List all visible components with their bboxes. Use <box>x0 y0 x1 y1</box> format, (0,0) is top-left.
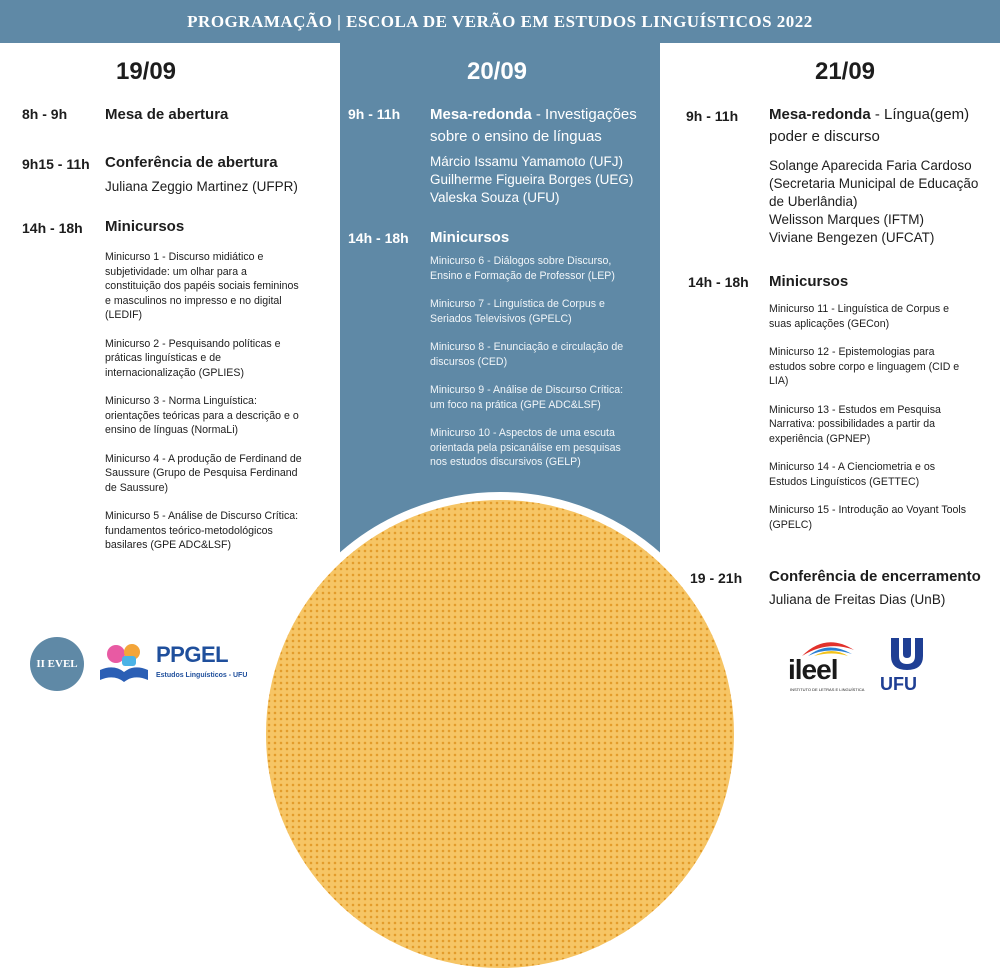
minicurso-item: Minicurso 12 - Epistemologias para estudos sobre corpo e linguagem (CID e LIA) <box>769 346 960 387</box>
ufu-emblem-icon <box>887 636 927 672</box>
day-2-slot-1-title <box>430 104 650 148</box>
day-1-slot-1-title: Mesa de abertura <box>105 106 229 123</box>
evel-logo-text: II EVEL <box>36 658 78 670</box>
minicurso-item: Minicurso 13 - Estudos em Pesquisa Narrativa: possibilidades a partir da experiência (GPNEP) <box>769 403 941 445</box>
day-3-slot-1-title-main: Mesa-redonda <box>769 106 871 123</box>
day-1-slot-3-title: Minicursos <box>105 218 185 235</box>
day-2-slot-2-title: Minicursos <box>430 229 510 246</box>
day-3-slot-1-title <box>769 104 989 148</box>
minicurso-item: Minicurso 1 - Discurso midiático e subjetividade: um olhar para a constituição dos papéis sociais femininos e masculinos no impresso e no digital (LEDIF) <box>105 251 299 321</box>
minicurso-item: Minicurso 3 - Norma Linguística: orientações teóricas para a descrição e o ensino de línguas (NormaLi) <box>105 395 299 436</box>
ufu-logo-text: UFU <box>880 674 917 694</box>
ppgel-logo-text: PPGEL <box>156 642 229 667</box>
day-2-minicursos-list <box>430 254 640 484</box>
minicurso-item: Minicurso 6 - Diálogos sobre Discurso, Ensino e Formação de Professor (LEP) <box>430 255 615 282</box>
speaker-name: Viviane Bengezen (UFCAT) <box>769 230 935 245</box>
page-title: PROGRAMAÇÃO | ESCOLA DE VERÃO EM ESTUDOS LINGUÍSTICOS 2022 <box>187 12 813 31</box>
speaker-name: Solange Aparecida Faria Cardoso (Secretaria Municipal de Educação de Uberlândia) <box>769 158 979 209</box>
day-2-slot-1-title-topic: - Investigações sobre o ensino de línguas <box>430 106 637 145</box>
day-3-slot-2-title: Minicursos <box>769 273 849 290</box>
minicurso-item: Minicurso 11 - Linguística de Corpus e suas aplicações (GECon) <box>769 303 949 330</box>
evel-logo <box>30 637 84 691</box>
page-header <box>0 0 1000 43</box>
minicurso-item: Minicurso 4 - A produção de Ferdinand de Saussure (Grupo de Pesquisa Ferdinand de Saussure) <box>105 452 302 494</box>
day-1-slot-1-time: 8h - 9h <box>22 106 68 122</box>
speaker-name: Márcio Issamu Yamamoto (UFJ) <box>430 154 624 169</box>
ppgel-logo <box>96 640 246 692</box>
day-3-slot-2-time: 14h - 18h <box>688 274 749 290</box>
day-1-slot-2-title: Conferência de abertura <box>105 154 278 171</box>
day-3-minicursos-list <box>769 302 969 546</box>
day-2-date: 20/09 <box>466 58 528 85</box>
day-3-slot-1-time: 9h - 11h <box>686 108 739 124</box>
day-2-slot-1-title-main: Mesa-redonda <box>430 106 532 123</box>
ileel-logo-subtitle: INSTITUTO DE LETRAS E LINGUÍSTICA <box>790 687 865 692</box>
day-2-slot-2-time: 14h - 18h <box>348 230 409 246</box>
speaker-name: Welisson Marques (IFTM) <box>769 212 925 227</box>
minicurso-item: Minicurso 9 - Análise de Discurso Crítica: um foco na prática (GPE ADC&LSF) <box>430 384 624 411</box>
dotted-half-circle-decoration <box>258 492 742 976</box>
ileel-logo <box>786 636 866 694</box>
day-2-slot-1-time: 9h - 11h <box>348 106 401 122</box>
speaker-name: Valeska Souza (UFU) <box>430 190 560 205</box>
day-3-slot-1-title-topic: - Língua(gem) poder e discurso <box>769 106 970 145</box>
day-2-slot-1-speakers <box>430 153 650 207</box>
day-3-slot-3-title: Conferência de encerramento <box>769 568 981 585</box>
minicurso-item: Minicurso 5 - Análise de Discurso Crítica: fundamentos teórico-metodológicos basilares (GPE ADC&LSF) <box>105 510 299 551</box>
speaker-name: Guilherme Figueira Borges (UEG) <box>430 172 634 187</box>
book-icon <box>96 640 152 684</box>
day-3-slot-1-speakers <box>769 157 991 247</box>
minicurso-item: Minicurso 7 - Linguística de Corpus e Seriados Televisivos (GPELC) <box>430 298 605 325</box>
day-1-slot-3-time: 14h - 18h <box>22 220 83 236</box>
minicurso-item: Minicurso 14 - A Cienciometria e os Estudos Linguísticos (GETTEC) <box>769 461 936 488</box>
day-3-date: 21/09 <box>814 58 876 85</box>
minicurso-item: Minicurso 10 - Aspectos de uma escuta orientada pela psicanálise em pesquisas nos estudos discursivos (GELP) <box>430 427 621 468</box>
ufu-logo <box>880 636 935 694</box>
ppgel-logo-subtitle: Estudos Linguísticos - UFU <box>156 672 248 679</box>
day-3-slot-3-speaker: Juliana de Freitas Dias (UnB) <box>769 592 946 607</box>
day-1-date: 19/09 <box>115 58 177 85</box>
ileel-logo-text: ileel <box>788 654 838 685</box>
minicurso-item: Minicurso 15 - Introdução ao Voyant Tools (GPELC) <box>769 504 967 531</box>
day-1-minicursos-list <box>105 250 305 567</box>
minicurso-item: Minicurso 2 - Pesquisando políticas e práticas linguísticas e de internacionalização (GPLIES) <box>105 337 281 379</box>
day-3-slot-3-time: 19 - 21h <box>690 570 743 586</box>
minicurso-item: Minicurso 8 - Enunciação e circulação de discursos (CED) <box>430 341 624 368</box>
day-1-slot-2-time: 9h15 - 11h <box>22 156 90 172</box>
day-1-slot-2-speaker: Juliana Zeggio Martinez (UFPR) <box>105 179 298 194</box>
